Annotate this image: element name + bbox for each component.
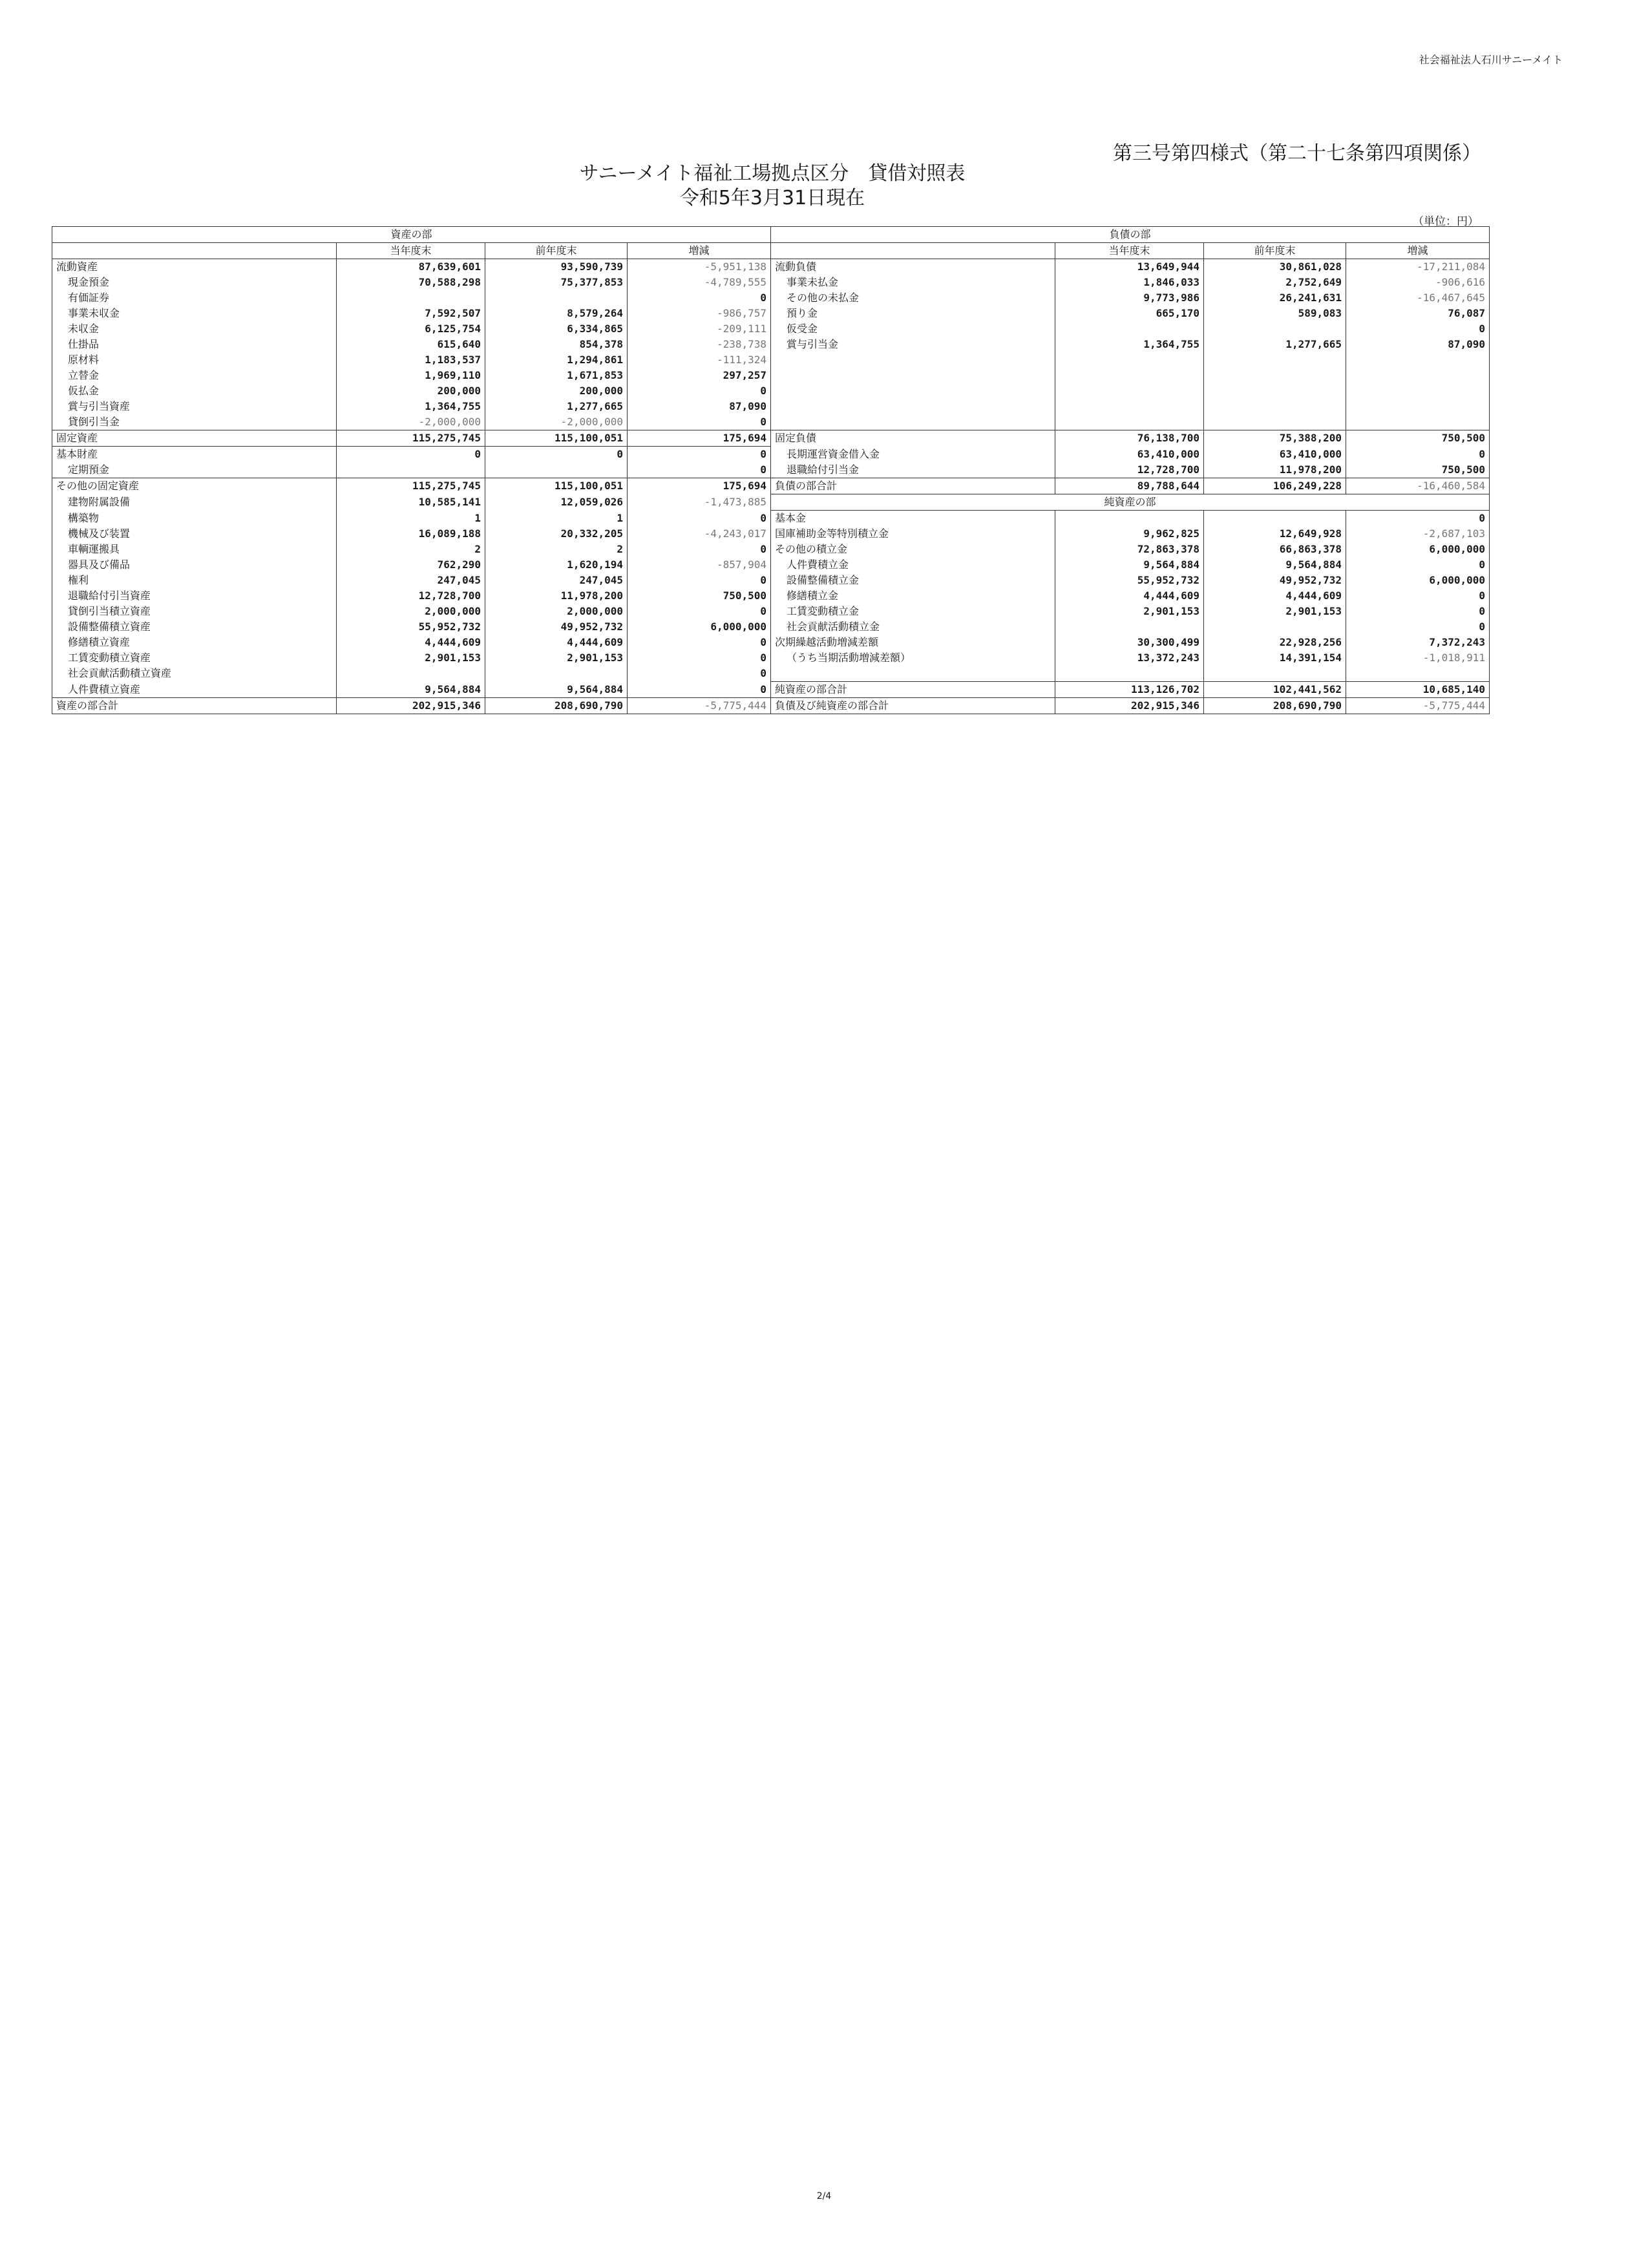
asset-change-value: 175,694 (628, 478, 771, 494)
asset-label: 設備整備積立資産 (52, 619, 337, 635)
liability-prior-value: 2,752,649 (1204, 275, 1346, 290)
table-row (52, 306, 1490, 321)
table-row (52, 698, 1490, 714)
liability-change-value: 0 (1346, 321, 1490, 337)
liability-change-value: 0 (1346, 557, 1490, 573)
liability-label (771, 414, 1055, 430)
table-row (52, 368, 1490, 383)
liability-change-value: 7,372,243 (1346, 635, 1490, 650)
table-row (52, 383, 1490, 399)
asset-change-value: -5,775,444 (628, 698, 771, 714)
liability-current-value: 76,138,700 (1055, 430, 1204, 447)
table-row (52, 275, 1490, 290)
table-row (52, 414, 1490, 430)
liability-current-value: 30,300,499 (1055, 635, 1204, 650)
asset-current-value: 55,952,732 (337, 619, 485, 635)
asset-label: 退職給付引当資産 (52, 588, 337, 604)
asset-current-value: 762,290 (337, 557, 485, 573)
liability-change-value: -17,211,084 (1346, 259, 1490, 275)
table-row (52, 635, 1490, 650)
liability-current-value (1055, 666, 1204, 682)
liability-current-value: 1,364,755 (1055, 337, 1204, 352)
asset-label: 立替金 (52, 368, 337, 383)
liability-prior-value: 589,083 (1204, 306, 1346, 321)
liability-label: 次期繰越活動増減差額 (771, 635, 1055, 650)
liability-label: 人件費積立金 (771, 557, 1055, 573)
table-row (52, 494, 1490, 511)
liability-label: 社会貢献活動積立金 (771, 619, 1055, 635)
liability-current-value: 9,564,884 (1055, 557, 1204, 573)
asset-prior-value: 1,277,665 (485, 399, 628, 414)
liability-change-value: -1,018,911 (1346, 650, 1490, 666)
asset-prior-value: 9,564,884 (485, 682, 628, 698)
asset-prior-value: 93,590,739 (485, 259, 628, 275)
asset-change-value: 0 (628, 635, 771, 650)
asset-label: 社会貢献活動積立資産 (52, 666, 337, 682)
liability-current-value: 55,952,732 (1055, 573, 1204, 588)
table-row (52, 399, 1490, 414)
title-line-1: サニーメイト福祉工場拠点区分 貸借対照表 (579, 162, 966, 185)
table-row (52, 573, 1490, 588)
liability-change-value: -906,616 (1346, 275, 1490, 290)
asset-change-value: 87,090 (628, 399, 771, 414)
asset-label: 賞与引当資産 (52, 399, 337, 414)
liability-prior-value: 63,410,000 (1204, 447, 1346, 463)
liability-label (771, 383, 1055, 399)
liabilities-section-header: 負債の部 (771, 227, 1490, 243)
liability-prior-value (1204, 619, 1346, 635)
title-line-2: 令和5年3月31日現在 (679, 187, 865, 209)
liability-label (771, 399, 1055, 414)
asset-current-value: 615,640 (337, 337, 485, 352)
liability-change-value (1346, 399, 1490, 414)
table-row (52, 290, 1490, 306)
liability-current-value: 9,773,986 (1055, 290, 1204, 306)
liability-prior-value: 102,441,562 (1204, 682, 1346, 698)
liability-change-value: 0 (1346, 511, 1490, 527)
liability-label: 国庫補助金等特別積立金 (771, 526, 1055, 542)
asset-change-value: 0 (628, 650, 771, 666)
asset-prior-value: 247,045 (485, 573, 628, 588)
asset-prior-value: 8,579,264 (485, 306, 628, 321)
asset-prior-value: 115,100,051 (485, 478, 628, 494)
liability-prior-value (1204, 414, 1346, 430)
liability-current-value (1055, 321, 1204, 337)
asset-prior-value (485, 666, 628, 682)
document-title (0, 162, 1545, 211)
asset-label: 工賃変動積立資産 (52, 650, 337, 666)
asset-prior-value: 12,059,026 (485, 494, 628, 511)
liability-prior-value (1204, 352, 1346, 368)
asset-current-value: 87,639,601 (337, 259, 485, 275)
balance-sheet-table (52, 226, 1490, 714)
liability-current-value: 12,728,700 (1055, 462, 1204, 478)
table-row (52, 619, 1490, 635)
asset-label: 構築物 (52, 511, 337, 527)
liability-prior-value (1204, 368, 1346, 383)
asset-label: 原材料 (52, 352, 337, 368)
liability-label: 純資産の部合計 (771, 682, 1055, 698)
asset-prior-value: 2 (485, 542, 628, 557)
liability-change-value (1346, 352, 1490, 368)
asset-current-value: 12,728,700 (337, 588, 485, 604)
asset-prior-value: 6,334,865 (485, 321, 628, 337)
asset-current-value: 10,585,141 (337, 494, 485, 511)
asset-prior-value: 1,620,194 (485, 557, 628, 573)
table-row (52, 604, 1490, 619)
liability-prior-value: 22,928,256 (1204, 635, 1346, 650)
table-row (52, 259, 1490, 275)
liability-current-value (1055, 352, 1204, 368)
liability-current-value (1055, 383, 1204, 399)
liability-label: 基本金 (771, 511, 1055, 527)
liability-current-value: 89,788,644 (1055, 478, 1204, 494)
asset-prior-value: 0 (485, 447, 628, 463)
liability-current-value (1055, 414, 1204, 430)
liability-label: 長期運営資金借入金 (771, 447, 1055, 463)
table-row (52, 511, 1490, 527)
asset-prior-value: 49,952,732 (485, 619, 628, 635)
liability-current-value: 202,915,346 (1055, 698, 1204, 714)
asset-current-value: 2 (337, 542, 485, 557)
asset-current-value: 2,901,153 (337, 650, 485, 666)
liability-label: 退職給付引当金 (771, 462, 1055, 478)
asset-change-value: 0 (628, 462, 771, 478)
column-header-row (52, 243, 1490, 259)
asset-prior-value: 75,377,853 (485, 275, 628, 290)
liabilities-label-header (771, 243, 1055, 259)
table-row (52, 321, 1490, 337)
liability-current-value: 9,962,825 (1055, 526, 1204, 542)
asset-prior-value (485, 462, 628, 478)
asset-current-value: 1,364,755 (337, 399, 485, 414)
asset-change-value: 0 (628, 542, 771, 557)
liability-label: その他の未払金 (771, 290, 1055, 306)
asset-current-value: 200,000 (337, 383, 485, 399)
liability-label: 修繕積立金 (771, 588, 1055, 604)
liability-prior-value: 208,690,790 (1204, 698, 1346, 714)
liability-current-value (1055, 619, 1204, 635)
liability-current-value: 1,846,033 (1055, 275, 1204, 290)
asset-current-value: 1,183,537 (337, 352, 485, 368)
liability-prior-value (1204, 383, 1346, 399)
asset-label: 貸倒引当積立資産 (52, 604, 337, 619)
asset-change-value: -4,789,555 (628, 275, 771, 290)
liability-label: （うち当期活動増減差額） (771, 650, 1055, 666)
liability-label: 固定負債 (771, 430, 1055, 447)
asset-label: 基本財産 (52, 447, 337, 463)
asset-current-value (337, 462, 485, 478)
liability-label: 預り金 (771, 306, 1055, 321)
asset-change-value: 0 (628, 604, 771, 619)
liability-label: 負債の部合計 (771, 478, 1055, 494)
liability-prior-value: 9,564,884 (1204, 557, 1346, 573)
asset-label: 仕掛品 (52, 337, 337, 352)
liability-current-value: 13,372,243 (1055, 650, 1204, 666)
table-row (52, 526, 1490, 542)
asset-label: 有価証券 (52, 290, 337, 306)
table-row (52, 352, 1490, 368)
liability-label (771, 368, 1055, 383)
liability-label: 事業未払金 (771, 275, 1055, 290)
section-header-row (52, 227, 1490, 243)
asset-label: 建物附属設備 (52, 494, 337, 511)
asset-prior-value (485, 290, 628, 306)
liability-current-value (1055, 368, 1204, 383)
liability-prior-value: 2,901,153 (1204, 604, 1346, 619)
asset-label: 事業未収金 (52, 306, 337, 321)
asset-change-value: 0 (628, 666, 771, 682)
liabilities-current-year-header: 当年度末 (1055, 243, 1204, 259)
liability-prior-value: 30,861,028 (1204, 259, 1346, 275)
asset-prior-value: 1,294,861 (485, 352, 628, 368)
asset-label: 権利 (52, 573, 337, 588)
table-row (52, 462, 1490, 478)
liability-label (771, 666, 1055, 682)
liability-change-value: -2,687,103 (1346, 526, 1490, 542)
asset-current-value: 4,444,609 (337, 635, 485, 650)
liability-change-value: 6,000,000 (1346, 573, 1490, 588)
asset-label: 人件費積立資産 (52, 682, 337, 698)
liability-label: 仮受金 (771, 321, 1055, 337)
liability-change-value (1346, 383, 1490, 399)
liability-change-value: -16,460,584 (1346, 478, 1490, 494)
asset-change-value: 297,257 (628, 368, 771, 383)
liability-label: 流動負債 (771, 259, 1055, 275)
asset-current-value: 247,045 (337, 573, 485, 588)
table-row (52, 682, 1490, 698)
liability-current-value: 72,863,378 (1055, 542, 1204, 557)
asset-prior-value: 20,332,205 (485, 526, 628, 542)
liability-current-value: 13,649,944 (1055, 259, 1204, 275)
liability-prior-value: 75,388,200 (1204, 430, 1346, 447)
liability-change-value: 10,685,140 (1346, 682, 1490, 698)
assets-prior-year-header: 前年度末 (485, 243, 628, 259)
asset-change-value: -857,904 (628, 557, 771, 573)
table-row (52, 542, 1490, 557)
asset-current-value: 2,000,000 (337, 604, 485, 619)
assets-section-header: 資産の部 (52, 227, 771, 243)
liability-prior-value (1204, 511, 1346, 527)
liability-change-value: 76,087 (1346, 306, 1490, 321)
liability-label: 賞与引当金 (771, 337, 1055, 352)
liability-prior-value: 12,649,928 (1204, 526, 1346, 542)
liability-change-value (1346, 666, 1490, 682)
asset-change-value: 0 (628, 682, 771, 698)
asset-current-value (337, 290, 485, 306)
liabilities-prior-year-header: 前年度末 (1204, 243, 1346, 259)
liability-label (771, 352, 1055, 368)
asset-label: 修繕積立資産 (52, 635, 337, 650)
liability-change-value: 750,500 (1346, 430, 1490, 447)
liability-prior-value: 11,978,200 (1204, 462, 1346, 478)
asset-current-value: 1,969,110 (337, 368, 485, 383)
liability-change-value: 0 (1346, 588, 1490, 604)
table-row (52, 650, 1490, 666)
table-row (52, 588, 1490, 604)
asset-prior-value: 200,000 (485, 383, 628, 399)
asset-prior-value: 854,378 (485, 337, 628, 352)
asset-label: 機械及び装置 (52, 526, 337, 542)
liability-current-value (1055, 399, 1204, 414)
liability-current-value (1055, 511, 1204, 527)
asset-current-value: 9,564,884 (337, 682, 485, 698)
liability-change-value: 0 (1346, 619, 1490, 635)
liability-change-value: 6,000,000 (1346, 542, 1490, 557)
liability-change-value (1346, 414, 1490, 430)
liability-prior-value: 106,249,228 (1204, 478, 1346, 494)
asset-current-value: 115,275,745 (337, 478, 485, 494)
asset-label: 貸倒引当金 (52, 414, 337, 430)
asset-change-value: -209,111 (628, 321, 771, 337)
table-row (52, 430, 1490, 447)
assets-change-header: 増減 (628, 243, 771, 259)
liability-change-value: 750,500 (1346, 462, 1490, 478)
asset-change-value: 0 (628, 290, 771, 306)
asset-current-value: 6,125,754 (337, 321, 485, 337)
liability-prior-value: 26,241,631 (1204, 290, 1346, 306)
asset-prior-value: -2,000,000 (485, 414, 628, 430)
liability-change-value: 87,090 (1346, 337, 1490, 352)
asset-current-value: 115,275,745 (337, 430, 485, 447)
unit-label: （単位：円） (1413, 215, 1479, 228)
table-row (52, 557, 1490, 573)
asset-change-value: 0 (628, 511, 771, 527)
organization-name: 社会福祉法人石川サニーメイト (1419, 54, 1563, 66)
liability-change-value: -16,467,645 (1346, 290, 1490, 306)
liability-label: その他の積立金 (771, 542, 1055, 557)
liability-label: 設備整備積立金 (771, 573, 1055, 588)
liability-label: 負債及び純資産の部合計 (771, 698, 1055, 714)
asset-current-value: 0 (337, 447, 485, 463)
table-row (52, 337, 1490, 352)
page-number: 2/4 (816, 2191, 832, 2201)
asset-prior-value: 4,444,609 (485, 635, 628, 650)
asset-change-value: -238,738 (628, 337, 771, 352)
asset-prior-value: 11,978,200 (485, 588, 628, 604)
liability-prior-value: 66,863,378 (1204, 542, 1346, 557)
asset-prior-value: 115,100,051 (485, 430, 628, 447)
asset-label: 未収金 (52, 321, 337, 337)
asset-prior-value: 208,690,790 (485, 698, 628, 714)
asset-current-value: 1 (337, 511, 485, 527)
liability-prior-value: 1,277,665 (1204, 337, 1346, 352)
asset-change-value: 0 (628, 573, 771, 588)
table-row (52, 666, 1490, 682)
liability-label: 工賃変動積立金 (771, 604, 1055, 619)
liability-change-value: -5,775,444 (1346, 698, 1490, 714)
asset-label: 器具及び備品 (52, 557, 337, 573)
asset-current-value: 70,588,298 (337, 275, 485, 290)
liability-current-value: 113,126,702 (1055, 682, 1204, 698)
asset-label: 固定資産 (52, 430, 337, 447)
asset-label: 流動資産 (52, 259, 337, 275)
asset-current-value (337, 666, 485, 682)
liability-current-value: 4,444,609 (1055, 588, 1204, 604)
asset-label: 定期預金 (52, 462, 337, 478)
asset-change-value: -111,324 (628, 352, 771, 368)
asset-current-value: 16,089,188 (337, 526, 485, 542)
asset-label: 資産の部合計 (52, 698, 337, 714)
form-number: 第三号第四様式（第二十七条第四項関係） (1113, 142, 1481, 165)
asset-prior-value: 1 (485, 511, 628, 527)
asset-change-value: 175,694 (628, 430, 771, 447)
liabilities-change-header: 増減 (1346, 243, 1490, 259)
asset-change-value: -986,757 (628, 306, 771, 321)
asset-prior-value: 2,000,000 (485, 604, 628, 619)
asset-label: 仮払金 (52, 383, 337, 399)
liability-prior-value (1204, 321, 1346, 337)
asset-change-value: -4,243,017 (628, 526, 771, 542)
asset-change-value: -5,951,138 (628, 259, 771, 275)
asset-change-value: 0 (628, 414, 771, 430)
asset-label: 現金預金 (52, 275, 337, 290)
asset-current-value: -2,000,000 (337, 414, 485, 430)
asset-prior-value: 2,901,153 (485, 650, 628, 666)
assets-current-year-header: 当年度末 (337, 243, 485, 259)
liability-prior-value: 4,444,609 (1204, 588, 1346, 604)
liability-prior-value (1204, 666, 1346, 682)
asset-label: その他の固定資産 (52, 478, 337, 494)
table-row (52, 447, 1490, 463)
net-assets-section-header: 純資産の部 (771, 494, 1490, 511)
table-row (52, 478, 1490, 494)
asset-change-value: -1,473,885 (628, 494, 771, 511)
asset-change-value: 0 (628, 383, 771, 399)
asset-change-value: 6,000,000 (628, 619, 771, 635)
liability-change-value: 0 (1346, 604, 1490, 619)
liability-current-value: 63,410,000 (1055, 447, 1204, 463)
asset-label: 車輌運搬具 (52, 542, 337, 557)
asset-current-value: 202,915,346 (337, 698, 485, 714)
liability-change-value (1346, 368, 1490, 383)
liability-prior-value (1204, 399, 1346, 414)
liability-change-value: 0 (1346, 447, 1490, 463)
asset-prior-value: 1,671,853 (485, 368, 628, 383)
asset-current-value: 7,592,507 (337, 306, 485, 321)
assets-label-header (52, 243, 337, 259)
liability-current-value: 2,901,153 (1055, 604, 1204, 619)
asset-change-value: 750,500 (628, 588, 771, 604)
liability-prior-value: 49,952,732 (1204, 573, 1346, 588)
liability-prior-value: 14,391,154 (1204, 650, 1346, 666)
asset-change-value: 0 (628, 447, 771, 463)
liability-current-value: 665,170 (1055, 306, 1204, 321)
